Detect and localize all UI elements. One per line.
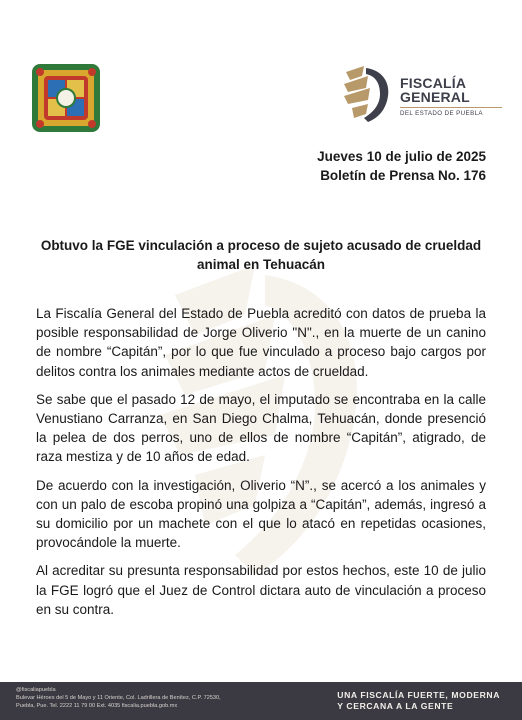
- address-line1: Bulevar Héroes del 5 de Mayo y 11 Oriente, Col. Ladrillera de Benítez, C.P. 72530,: [16, 695, 221, 701]
- fge-wordmark: [400, 76, 502, 117]
- page-footer: [0, 682, 522, 720]
- bulletin-number: Boletín de Prensa No. 176: [320, 168, 486, 183]
- bulletin-date: Jueves 10 de julio de 2025: [317, 149, 486, 164]
- social-handle: @fiscaliapuebla: [16, 687, 56, 693]
- paragraph: Se sabe que el pasado 12 de mayo, el imputado se encontraba en la calle Venustiano Carranza, en San Diego Chalma, Tehuacán, donde presenció la pelea de dos perros, uno de ellos de nombre “Capitán”, atigrado, de raza mestiza y de 10 años de edad.: [36, 391, 486, 465]
- paragraph: De acuerdo con la investigación, Oliverio “N”., se acercó a los animales y con un palo de escoba propinó una golpiza a “Capitán”, además, ingresó a su domicilio por un machete con el que lo atacó en repetidas ocasiones, provocándole la muerte.: [36, 477, 486, 551]
- org-name-line3: DEL ESTADO DE PUEBLA: [400, 107, 502, 117]
- press-body: [36, 304, 486, 628]
- org-name-line1: FISCALÍA: [400, 75, 467, 91]
- slogan-line2: Y CERCANA A LA GENTE: [337, 701, 454, 711]
- org-name-line2: GENERAL: [400, 89, 470, 105]
- state-coat-of-arms-logo: [30, 62, 102, 134]
- footer-contact: [16, 686, 221, 710]
- slogan-line1: UNA FISCALÍA FUERTE, MODERNA: [337, 690, 500, 700]
- fge-emblem-icon: [342, 64, 394, 124]
- bulletin-meta: [317, 147, 486, 185]
- press-headline: Obtuvo la FGE vinculación a proceso de sujeto acusado de crueldad animal en Tehuacán: [40, 238, 482, 272]
- paragraph: La Fiscalía General del Estado de Puebla acreditó con datos de prueba la posible responsabilidad de Jorge Oliverio "N"., en la muerte de un canino de nombre “Capitán”, por lo que fue vinculado a proceso bajo cargos por delitos contra los animales mediante actos de crueldad.: [36, 306, 486, 379]
- fge-logo: [342, 64, 502, 124]
- footer-slogan: [337, 690, 500, 712]
- paragraph: Al acreditar su presunta responsabilidad por estos hechos, este 10 de julio la FGE logró que el Juez de Control dictara auto de vinculación a proceso en su contra.: [36, 563, 486, 617]
- address-line2: Puebla, Pue. Tel. 2222 11 79 00 Ext. 4035 fiscalia.puebla.gob.mx: [16, 703, 178, 709]
